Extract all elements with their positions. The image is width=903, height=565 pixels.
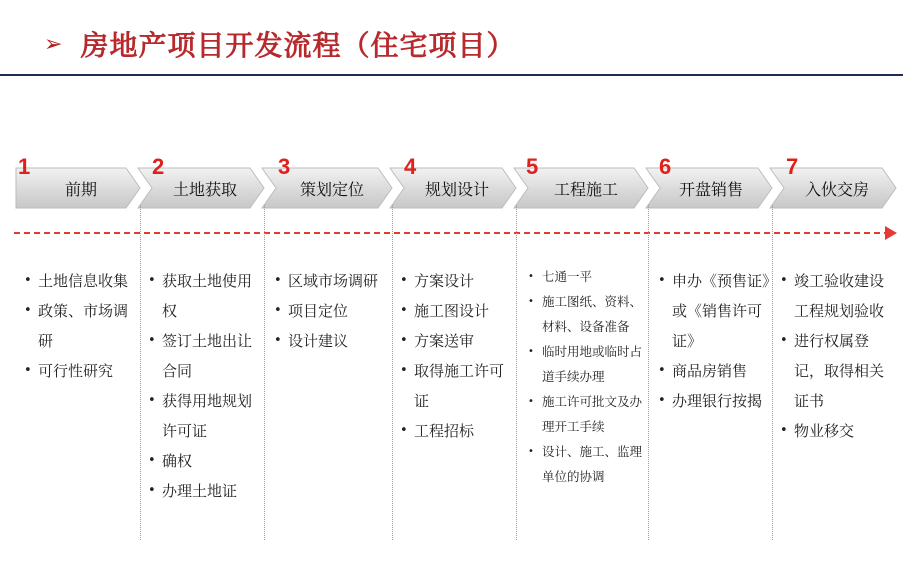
list-item: • 取得施工许可证 <box>398 356 516 416</box>
list-item: • 施工图设计 <box>398 296 516 326</box>
timeline-arrowhead-icon <box>885 226 897 240</box>
list-item: • 获得用地规划许可证 <box>146 386 262 446</box>
step-3-task-list <box>272 266 394 356</box>
list-item: • 办理银行按揭 <box>656 386 772 416</box>
step-label-2: 土地获取 <box>172 179 237 199</box>
column-divider <box>772 205 773 540</box>
step-label-6: 开盘销售 <box>678 179 743 199</box>
column-divider <box>392 205 393 540</box>
page-title: 房地产项目开发流程（住宅项目） <box>80 29 516 62</box>
column-divider <box>264 205 265 540</box>
step-7-task-list <box>778 266 898 446</box>
list-item: • 方案送审 <box>398 326 516 356</box>
step-label-4: 规划设计 <box>424 179 489 199</box>
title-underline <box>0 74 903 76</box>
step-label-1: 前期 <box>64 179 97 199</box>
slide-title <box>44 24 515 64</box>
list-item: • 获取土地使用权 <box>146 266 262 326</box>
list-item: • 区域市场调研 <box>272 266 394 296</box>
list-item: • 施工图纸、资料、材料、设备准备 <box>526 289 644 339</box>
list-item: • 可行性研究 <box>22 356 140 386</box>
step-number-5: 5 <box>526 154 539 179</box>
list-item: • 土地信息收集 <box>22 266 140 296</box>
list-item: • 申办《预售证》或《销售许可证》 <box>656 266 772 356</box>
step-number-4: 4 <box>404 154 417 179</box>
list-item: • 方案设计 <box>398 266 516 296</box>
list-item: • 设计建议 <box>272 326 394 356</box>
list-item: • 工程招标 <box>398 416 516 446</box>
step-number-3: 3 <box>278 154 291 179</box>
list-item: • 竣工验收建设工程规划验收 <box>778 266 898 326</box>
list-item: • 七通一平 <box>526 264 644 289</box>
list-item: • 设计、施工、监理单位的协调 <box>526 439 644 489</box>
list-item: • 项目定位 <box>272 296 394 326</box>
column-divider <box>516 205 517 540</box>
step-number-6: 6 <box>659 154 672 179</box>
list-item: • 施工许可批文及办理开工手续 <box>526 389 644 439</box>
list-item: • 办理土地证 <box>146 476 262 506</box>
list-item: • 临时用地或临时占道手续办理 <box>526 339 644 389</box>
step-5-task-list <box>526 264 644 489</box>
step-1-task-list <box>22 266 140 386</box>
step-label-3: 策划定位 <box>299 179 364 199</box>
list-item: • 签订土地出让合同 <box>146 326 262 386</box>
list-item: • 确权 <box>146 446 262 476</box>
arrow-bullet-icon: ➢ <box>44 31 63 57</box>
step-6-task-list <box>656 266 772 416</box>
step-label-7: 入伙交房 <box>804 179 869 199</box>
column-divider <box>140 205 141 540</box>
timeline-line <box>14 232 890 234</box>
step-number-7: 7 <box>786 154 799 179</box>
step-2-task-list <box>146 266 262 506</box>
step-number-1: 1 <box>18 154 31 179</box>
list-item: • 进行权属登记，取得相关证书 <box>778 326 898 416</box>
column-divider <box>648 205 649 540</box>
step-label-5: 工程施工 <box>553 179 618 199</box>
step-4-task-list <box>398 266 516 446</box>
list-item: • 商品房销售 <box>656 356 772 386</box>
list-item: • 政策、市场调研 <box>22 296 140 356</box>
step-number-2: 2 <box>152 154 165 179</box>
list-item: • 物业移交 <box>778 416 898 446</box>
